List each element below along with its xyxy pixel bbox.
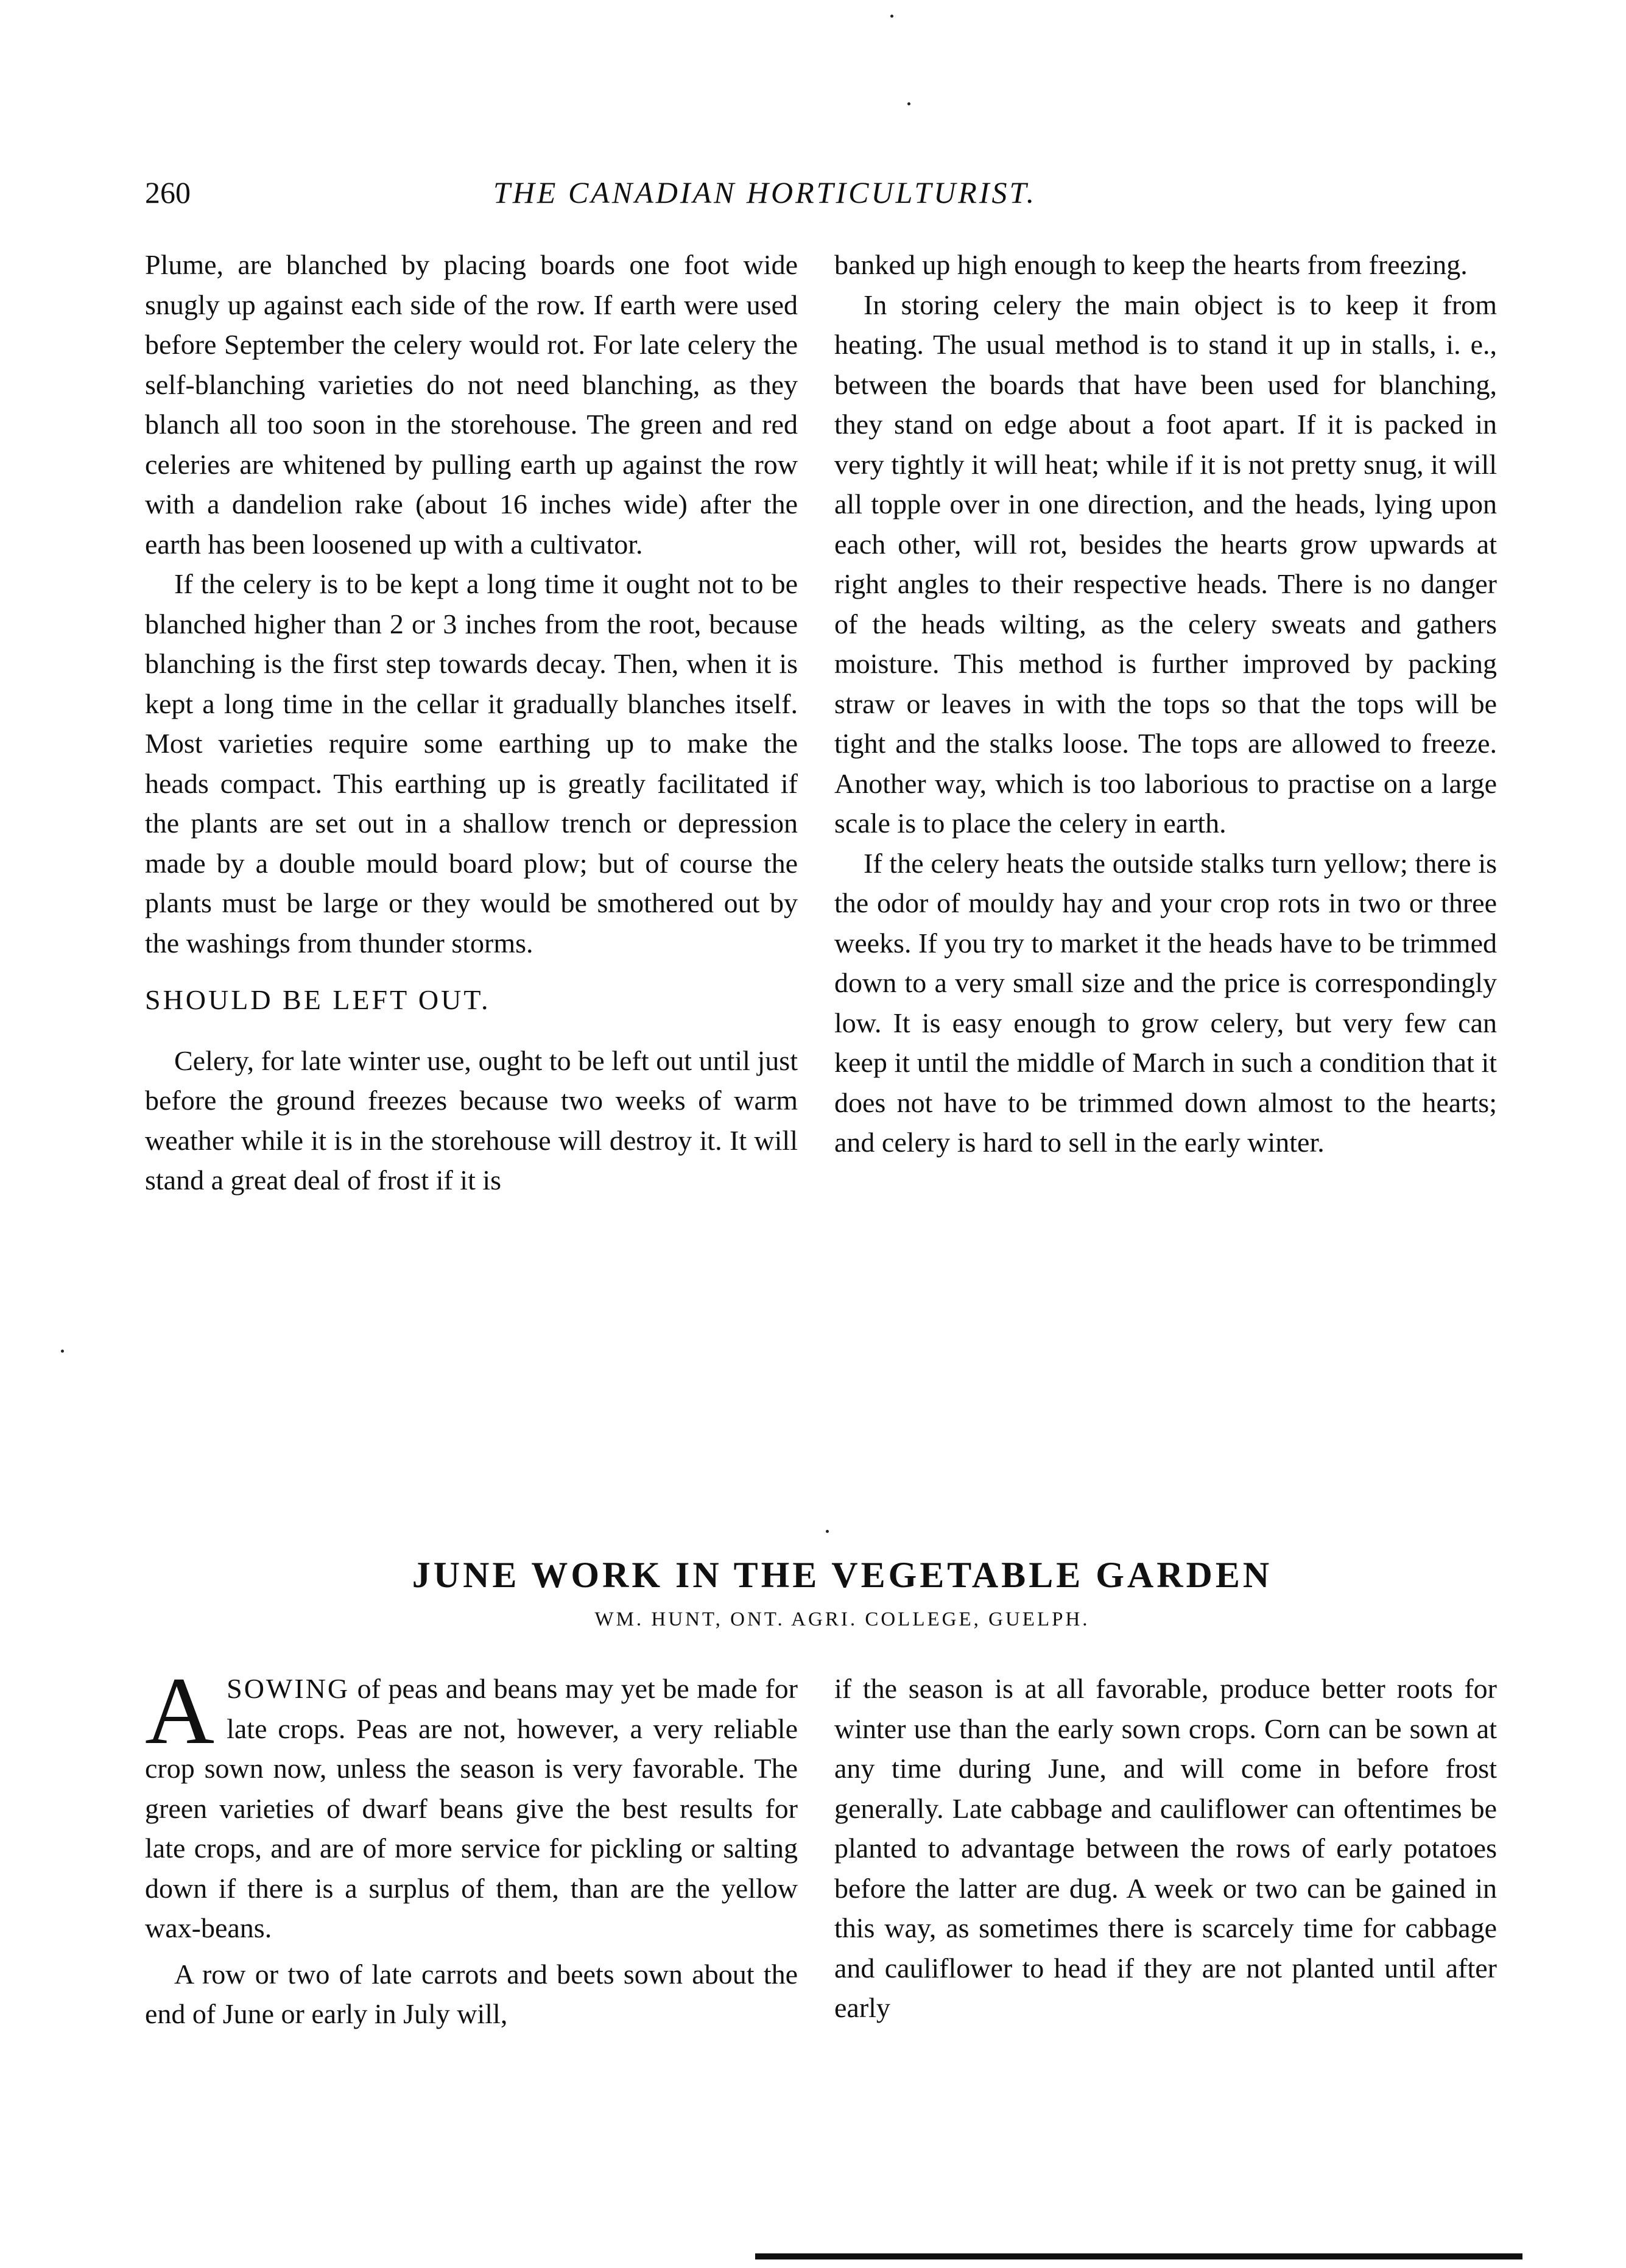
celery-paragraph: banked up high enough to keep the hearts from freezing. bbox=[834, 249, 1468, 280]
article-byline: WM. HUNT, ONT. AGRI. COLLEGE, GUELPH. bbox=[594, 1608, 1090, 1630]
print-speck bbox=[890, 15, 893, 18]
print-speck bbox=[61, 1350, 64, 1353]
article-paragraph-text: of peas and beans may yet be made for late crops. Peas are not, however, a very reliable crop sown now, unless the season is very favorable. The green varieties of dwarf beans give the best results for late crops, and are of more service for pickling or salting down if there is a surplus of them, than are the yellow wax-beans. bbox=[145, 1673, 798, 1943]
article-right-column bbox=[834, 1669, 1497, 2028]
celery-paragraph: Plume, are blanched by placing boards one foot wide snugly up against each side of the row. If earth were used before September the celery would rot. For late celery the self-blanching varieties do not need blanching, as they blanch all too soon in the storehouse. The green and red celeries are whitened by pulling earth up against the row with a dandelion rake (about 16 inches wide) after the earth has been loosened up with a cultivator. bbox=[145, 249, 798, 560]
section-subheading: SHOULD BE LEFT OUT. bbox=[145, 984, 491, 1015]
celery-right-column bbox=[834, 245, 1497, 1163]
running-title: THE CANADIAN HORTICULTURIST. bbox=[493, 175, 1037, 210]
article-paragraph: A row or two of late carrots and beets sown about the end of June or early in July will, bbox=[145, 1958, 798, 2029]
article-paragraph: if the season is at all favorable, produce better roots for winter use than the early sown crops. Corn can be sown at any time during June, and will come in before frost generally. Late cabbage and cauliflower can oftentimes be planted to advantage between the rows of early potatoes before the latter are dug. A week or two can be gained in this way, as sometimes there is scarcely time for cabbage and cauliflower to head if they are not planted until after early bbox=[834, 1673, 1497, 2023]
article-title: JUNE WORK IN THE VEGETABLE GARDEN bbox=[412, 1555, 1273, 1595]
drop-cap: A bbox=[145, 1658, 215, 1764]
celery-paragraph: Celery, for late winter use, ought to be left out until just before the ground freezes because two weeks of warm weather while it is in the storehouse will destroy it. It will stand a great deal of frost if it is bbox=[145, 1044, 798, 1196]
print-speck bbox=[826, 1530, 829, 1533]
print-speck bbox=[907, 102, 910, 105]
article-paragraph bbox=[145, 1658, 798, 1948]
article-left-column bbox=[145, 1658, 798, 2034]
bottom-rule bbox=[755, 2253, 1522, 2259]
first-word: SOWING bbox=[227, 1673, 350, 1704]
celery-left-column bbox=[145, 245, 798, 1200]
celery-paragraph: If the celery heats the outside stalks turn yellow; there is the odor of mouldy hay and your crop rots in two or three weeks. If you try to market it the heads have to be trimmed down to a very small size and the price is correspondingly low. It is easy enough to grow celery, but very few can keep it until the middle of March in such a condition that it does not have to be trimmed down almost to the hearts; and celery is hard to sell in the early winter. bbox=[834, 847, 1497, 1158]
celery-paragraph: If the celery is to be kept a long time it ought not to be blanched higher than 2 or 3 inches from the root, because blanching is the first step towards decay. Then, when it is kept a long time in the cellar it gradually blanches itself. Most varieties require some earthing up to make the heads compact. This earthing up is greatly facilitated if the plants are set out in a shallow trench or depression made by a double mould board plow; but of course the plants must be large or they would be smothered out by the washings from thunder storms. bbox=[145, 568, 798, 959]
celery-paragraph: In storing celery the main object is to keep it from heating. The usual method is to stand it up in stalls, i. e., between the boards that have been used for blanching, they stand on edge about a foot apart. If it is packed in very tightly it will heat; while if it is not pretty snug, it will all topple over in one direction, and the heads, lying upon each other, will rot, besides the hearts grow upwards at right angles to their respective heads. There is no danger of the heads wilting, as the celery sweats and gathers moisture. This method is further improved by packing straw or leaves in with the tops so that the tops will be tight and the stalks loose. The tops are allowed to freeze. Another way, which is too laborious to practise on a large scale is to place the celery in earth. bbox=[834, 289, 1497, 839]
page-number: 260 bbox=[145, 175, 191, 210]
